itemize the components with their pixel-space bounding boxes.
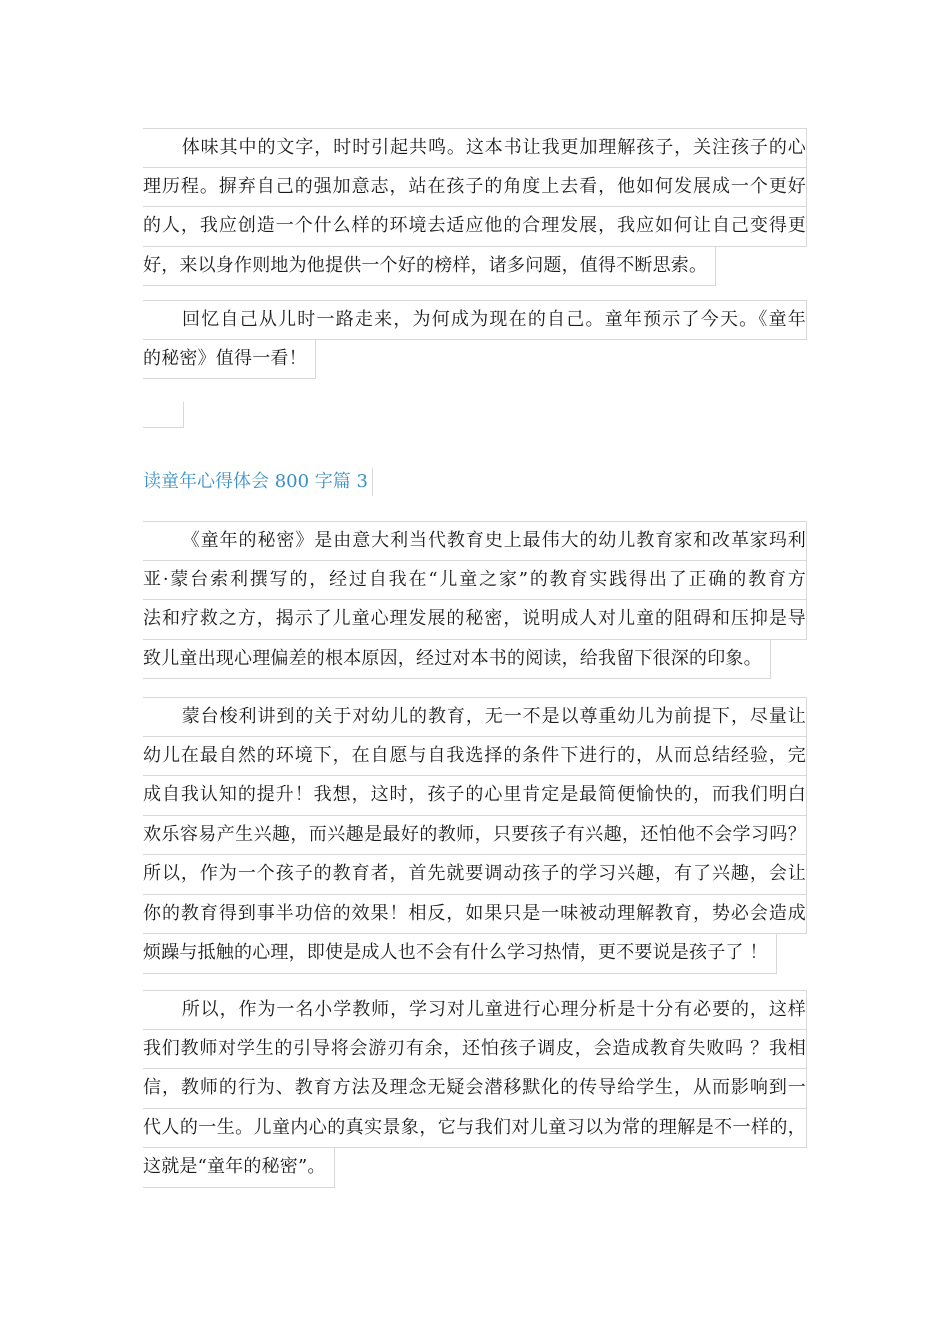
line-text: 的人，我应创造一个什么样的环境去适应他的合理发展，我应如何让自己变得更 — [143, 215, 806, 236]
text-line — [143, 207, 807, 247]
line-text: 所以，作为一个孩子的教育者，首先就要调动孩子的学习兴趣，有了兴趣，会让 — [143, 863, 806, 884]
text-line — [143, 776, 807, 816]
text-line — [143, 737, 807, 777]
text-line — [143, 1148, 335, 1188]
text-line — [143, 697, 807, 737]
line-text: 的秘密》值得一看！ — [143, 347, 307, 369]
line-text: 这就是“童年的秘密”。 — [143, 1156, 326, 1177]
text-line — [143, 855, 807, 895]
text-line — [143, 816, 807, 856]
paragraph-2 — [143, 300, 807, 383]
line-text: 理历程。摒弃自己的强加意志，站在孩子的角度上去看，他如何发展成一个更好 — [143, 175, 806, 197]
text-line — [143, 895, 807, 935]
text-line — [143, 128, 807, 168]
line-text: 烦躁与抵触的心理，即使是成人也不会有什么学习热情，更不要说是孩子了 ！ — [143, 942, 768, 963]
line-text: 所以，作为一名小学教师，学习对儿童进行心理分析是十分有必要的，这样 — [181, 999, 806, 1020]
text-line — [143, 1069, 807, 1109]
line-text: 成自我认知的提升！我想，这时，孩子的心里肯定是最简便愉快的，而我们明白 — [143, 784, 806, 805]
paragraph-3 — [143, 521, 807, 683]
line-text: 致儿童出现心理偏差的根本原因，经过对本书的阅读，给我留下很深的印象。 — [143, 647, 762, 669]
line-text: 《童年的秘密》是由意大利当代教育史上最伟大的幼儿教育家和改革家玛利 — [181, 530, 806, 551]
text-line — [143, 640, 771, 680]
line-text: 信，教师的行为、教育方法及理念无疑会潜移默化的传导给学生，从而影响到一 — [143, 1077, 806, 1098]
text-line — [143, 340, 316, 380]
text-line — [143, 168, 807, 208]
text-line — [143, 561, 807, 601]
paragraph-1 — [143, 128, 807, 290]
text-line — [143, 600, 807, 640]
line-text: 欢乐容易产生兴趣，而兴趣是最好的教师，只要孩子有兴趣，还怕他不会学习吗？ — [143, 823, 806, 845]
line-text: 好，来以身作则地为他提供一个好的榜样，诸多问题，值得不断思索。 — [143, 254, 708, 276]
empty-paragraph-box — [143, 402, 184, 428]
line-text: 体味其中的文字，时时引起共鸣。这本书让我更加理解孩子，关注孩子的心 — [181, 137, 806, 158]
line-text: 你的教育得到事半功倍的效果！相反，如果只是一味被动理解教育，势必会造成 — [143, 902, 806, 924]
section-heading: 读童年心得体会 800 字篇 3 — [143, 468, 373, 496]
line-text: 幼儿在最自然的环境下，在自愿与自我选择的条件下进行的，从而总结经验，完 — [143, 744, 806, 766]
line-text: 代人的一生。儿童内心的真实景象，它与我们对儿童习以为常的理解是不一样的， — [143, 1116, 806, 1138]
line-text: 我们教师对学生的引导将会游刃有余，还怕孩子调皮，会造成教育失败吗 ？我相 — [143, 1037, 806, 1059]
paragraph-5 — [143, 990, 807, 1192]
text-line — [143, 990, 807, 1030]
text-line — [143, 521, 807, 561]
line-text: 法和疗救之方，揭示了儿童心理发展的秘密，说明成人对儿童的阻碍和压抑是导 — [143, 608, 806, 629]
line-text: 蒙台梭利讲到的关于对幼儿的教育，无一不是以尊重幼儿为前提下，尽量让 — [181, 706, 806, 727]
text-line — [143, 1109, 807, 1149]
text-line — [143, 934, 777, 974]
paragraph-4 — [143, 697, 807, 978]
text-line — [143, 1030, 807, 1070]
line-text: 回忆自己从儿时一路走来，为何成为现在的自己。童年预示了今天。《童年 — [181, 309, 806, 330]
text-line — [143, 300, 807, 340]
line-text: 亚·蒙台索利撰写的，经过自我在“儿童之家”的教育实践得出了正确的教育方 — [143, 568, 806, 590]
text-line — [143, 247, 716, 287]
